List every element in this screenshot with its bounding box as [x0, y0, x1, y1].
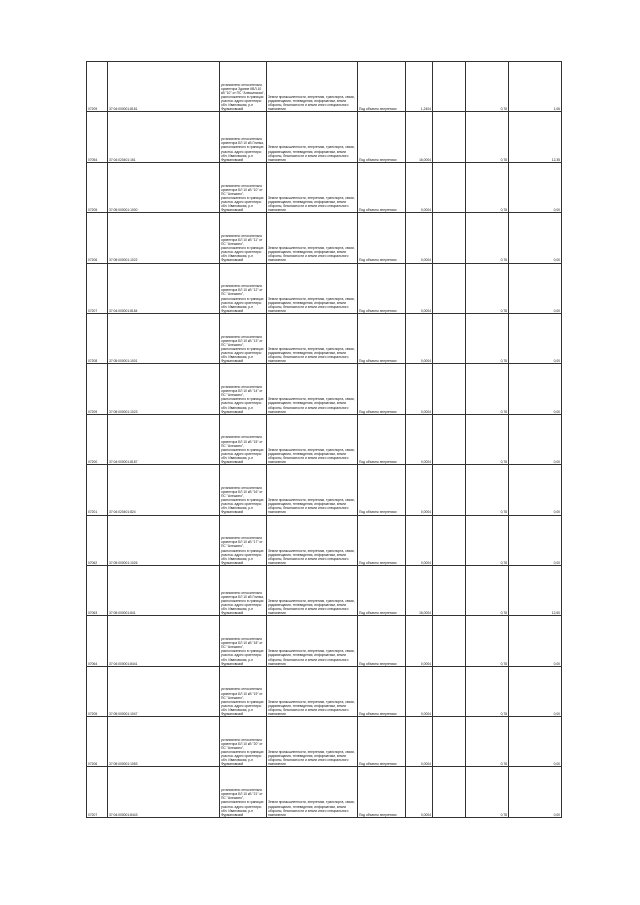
total-value: 0,00 [509, 465, 562, 515]
rate-value: 0,78 [466, 666, 509, 716]
table-body [87, 62, 562, 818]
land-plots-table [86, 61, 562, 818]
cadastral-number: 37:04:000001:8441 [108, 616, 220, 666]
total-value: 0,00 [509, 414, 562, 464]
land-category: Земли промышленности, энергетики, транспорта, связи, радиовещания, телевидения, информатики, земли обороны, безопасности и земли иного специального назначения [267, 515, 358, 565]
table-row [87, 767, 562, 817]
location-description: установлено относительно ориентира БЛ 10 кВ "13" от ПС "Алешино", расположенного в границах участка. адрес ориентира: обл. Ивановская, р-н Фурмановский [220, 313, 267, 363]
permitted-use: Под объекты энергетики [358, 616, 406, 666]
area-value: 0,0004 [406, 213, 433, 263]
empty-cell [433, 666, 466, 716]
rate-value: 0,78 [466, 263, 509, 313]
location-description: установлено относительно ориентира БЛ 10 кВ "18" от ПС "Алешино", расположенного в границах участка. адрес ориентира: обл. Ивановская, р-н Фурмановский [220, 616, 267, 666]
row-number: 07206 [87, 213, 108, 263]
row-number: 07208 [87, 313, 108, 363]
empty-cell [433, 213, 466, 263]
location-description: установлено относительно ориентира БЛ 10 кВ "10" от ПС "Алешино", расположенного в границах участка. адрес ориентира: обл. Ивановская, р-н Фурмановский [220, 162, 267, 212]
row-number: 07054 [87, 112, 108, 162]
area-value: 0,0004 [406, 767, 433, 817]
permitted-use: Под объекты энергетики [358, 465, 406, 515]
area-value: 1,2404 [406, 62, 433, 112]
area-value: 0,0004 [406, 515, 433, 565]
location-description: установлено относительно ориентира БЛ 10 кВ Глинка, расположенного в границах участка. адрес ориентира: обл. Ивановская, р-н Фурмановский [220, 112, 267, 162]
land-category: Земли промышленности, энергетики, транспорта, связи, радиовещания, телевидения, информатики, земли обороны, безопасности и земли иного специального назначения [267, 162, 358, 212]
cadastral-number: 37:04:000001:8181 [108, 62, 220, 112]
land-category: Земли промышленности, энергетики, транспорта, связи, радиовещания, телевидения, информатики, земли обороны, безопасности и земли иного специального назначения [267, 364, 358, 414]
area-value: 0,0004 [406, 364, 433, 414]
row-number: 07209 [87, 364, 108, 414]
permitted-use: Под объекты энергетики [358, 414, 406, 464]
rate-value: 0,78 [466, 515, 509, 565]
location-description: установлено относительно ориентира БЛ 10 кВ "14" от ПС "Алешино", расположенного в границах участка. адрес ориентира: обл. Ивановская, р-н Фурмановский [220, 364, 267, 414]
cadastral-number: 37:04:020401:824 [108, 465, 220, 515]
empty-cell [433, 313, 466, 363]
empty-cell [433, 717, 466, 767]
land-category: Земли промышленности, энергетики, транспорта, связи, радиовещания, телевидения, информатики, земли обороны, безопасности и земли иного специального назначения [267, 616, 358, 666]
row-number: 07207 [87, 767, 108, 817]
rate-value: 0,78 [466, 717, 509, 767]
cadastral-number: 37:05:000001:1023 [108, 364, 220, 414]
permitted-use: Под объекты энергетики [358, 213, 406, 263]
land-category: Земли промышленности, энергетики, транспорта, связи, радиовещания, телевидения, информатики, земли обороны, безопасности и земли иного специального назначения [267, 666, 358, 716]
total-value: 0,00 [509, 767, 562, 817]
row-number: 07062 [87, 515, 108, 565]
cadastral-number: 37:05:000001:1001 [108, 313, 220, 363]
table-row [87, 263, 562, 313]
total-value: 12,35 [509, 112, 562, 162]
cadastral-number: 37:05:000001:1000 [108, 162, 220, 212]
total-value: 0,00 [509, 616, 562, 666]
land-category: Земли промышленности, энергетики, транспорта, связи, радиовещания, телевидения, информатики, земли обороны, безопасности и земли иного специального назначения [267, 414, 358, 464]
area-value: 0,0004 [406, 616, 433, 666]
rate-value: 0,78 [466, 364, 509, 414]
row-number: 07207 [87, 263, 108, 313]
land-category: Земли промышленности, энергетики, транспорта, связи, радиовещания, телевидения, информатики, земли обороны, безопасности и земли иного специального назначения [267, 313, 358, 363]
rate-value: 0,78 [466, 767, 509, 817]
location-description: установлено относительно ориентира БЛ 10 кВ "21" от ПС "Алешино", расположенного в границах участка. адрес ориентира: обл. Ивановская, р-н Фурмановский [220, 767, 267, 817]
permitted-use: Под объекты энергетики [358, 62, 406, 112]
row-number: 07209 [87, 62, 108, 112]
area-value: 0,0004 [406, 414, 433, 464]
total-value: 0,00 [509, 313, 562, 363]
area-value: 0,0004 [406, 162, 433, 212]
rate-value: 0,78 [466, 414, 509, 464]
rate-value: 0,78 [466, 465, 509, 515]
rate-value: 0,78 [466, 565, 509, 615]
rate-value: 0,78 [466, 112, 509, 162]
cadastral-number: 37:05:000001:1047 [108, 666, 220, 716]
total-value: 12,60 [509, 565, 562, 615]
total-value: 1,06 [509, 62, 562, 112]
total-value: 0,00 [509, 364, 562, 414]
row-number: 07205 [87, 666, 108, 716]
area-value: 16,0004 [406, 112, 433, 162]
row-number: 07201 [87, 465, 108, 515]
location-description: установлено относительно ориентира БЛ 10 кВ "15" от ПС "Алешино", расположенного в границах участка. адрес ориентира: обл. Ивановская, р-н Фурмановский [220, 414, 267, 464]
total-value: 0,00 [509, 666, 562, 716]
permitted-use: Под объекты энергетики [358, 364, 406, 414]
land-category: Земли промышленности, энергетики, транспорта, связи, радиовещания, телевидения, информатики, земли обороны, безопасности и земли иного специального назначения [267, 112, 358, 162]
row-number: 07206 [87, 717, 108, 767]
table-row [87, 717, 562, 767]
row-number: 07063 [87, 565, 108, 615]
cadastral-number: 37:05:000001:1022 [108, 213, 220, 263]
rate-value: 0,78 [466, 313, 509, 363]
row-number: 07200 [87, 414, 108, 464]
total-value: 0,00 [509, 515, 562, 565]
cadastral-number: 37:05:000001:1053 [108, 717, 220, 767]
table-row [87, 666, 562, 716]
permitted-use: Под объекты энергетики [358, 112, 406, 162]
rate-value: 0,78 [466, 616, 509, 666]
empty-cell [433, 616, 466, 666]
rate-value: 0,78 [466, 213, 509, 263]
table-row [87, 364, 562, 414]
permitted-use: Под объекты энергетики [358, 666, 406, 716]
permitted-use: Под объекты энергетики [358, 515, 406, 565]
empty-cell [433, 62, 466, 112]
cadastral-number: 37:04:020401:161 [108, 112, 220, 162]
location-description: установлено относительно ориентира БЛ 10 кВ "20" от ПС "Алешино", расположенного в границах участка. адрес ориентира: обл. Ивановская, р-н Фурмановский [220, 717, 267, 767]
land-category: Земли промышленности, энергетики, транспорта, связи, радиовещания, телевидения, информатики, земли обороны, безопасности и земли иного специального назначения [267, 465, 358, 515]
table-row [87, 112, 562, 162]
cadastral-number: 37:05:000001:1026 [108, 515, 220, 565]
permitted-use: Под объекты энергетики [358, 565, 406, 615]
total-value: 0,00 [509, 213, 562, 263]
permitted-use: Под объекты энергетики [358, 162, 406, 212]
location-description: установлено относительно ориентира БЛ 10 кВ Глинка, расположенного в границах участка. адрес ориентира: обл. Ивановская, р-н Фурмановский [220, 565, 267, 615]
empty-cell [433, 364, 466, 414]
permitted-use: Под объекты энергетики [358, 263, 406, 313]
land-category: Земли промышленности, энергетики, транспорта, связи, радиовещания, телевидения, информатики, земли обороны, безопасности и земли иного специального назначения [267, 767, 358, 817]
table-row [87, 515, 562, 565]
empty-cell [433, 414, 466, 464]
row-number: 07205 [87, 162, 108, 212]
area-value: 0,0004 [406, 666, 433, 716]
permitted-use: Под объекты энергетики [358, 767, 406, 817]
area-value: 16,0004 [406, 565, 433, 615]
location-description: установлено относительно ориентира БЛ 10 кВ "17" от ПС "Алешино", расположенного в границах участка. адрес ориентира: обл. Ивановская, р-н Фурмановский [220, 515, 267, 565]
table-row [87, 62, 562, 112]
land-category: Земли промышленности, энергетики, транспорта, связи, радиовещания, телевидения, информатики, земли обороны, безопасности и земли иного специального назначения [267, 213, 358, 263]
location-description: установлено относительно ориентира БЛ 10 кВ "12" от ПС "Алешино", расположенного в границах участка. адрес ориентира: обл. Ивановская, р-н Фурмановский [220, 263, 267, 313]
rate-value: 0,78 [466, 162, 509, 212]
empty-cell [433, 767, 466, 817]
land-category: Земли промышленности, энергетики, транспорта, связи, радиовещания, телевидения, информатики, земли обороны, безопасности и земли иного специального назначения [267, 565, 358, 615]
permitted-use: Под объекты энергетики [358, 717, 406, 767]
location-description: установлено относительно ориентира БЛ 10 кВ "11" от ПС "Алешино", расположенного в границах участка. адрес ориентира: обл. Ивановская, р-н Фурмановский [220, 213, 267, 263]
cadastral-number: 37:04:000001:8184 [108, 263, 220, 313]
table-row [87, 565, 562, 615]
location-description: установлено относительно ориентира БЛ 10 кВ "19" от ПС "Алешино", расположенного в границах участка. адрес ориентира: обл. Ивановская, р-н Фурмановский [220, 666, 267, 716]
table-row [87, 616, 562, 666]
land-category: Земли промышленности, энергетики, транспорта, связи, радиовещания, телевидения, информатики, земли обороны, безопасности и земли иного специального назначения [267, 62, 358, 112]
empty-cell [433, 162, 466, 212]
location-description: установлено относительно ориентира Здание КВЛ-10 кВ "10" от ПС "Алешинская", расположенного в границах участка. адрес ориентира: обл. Ивановская, р-н Фурмановский [220, 62, 267, 112]
row-number: 07064 [87, 616, 108, 666]
empty-cell [433, 565, 466, 615]
empty-cell [433, 465, 466, 515]
rate-value: 0,78 [466, 62, 509, 112]
empty-cell [433, 263, 466, 313]
empty-cell [433, 515, 466, 565]
table-row [87, 414, 562, 464]
total-value: 0,00 [509, 263, 562, 313]
area-value: 0,0004 [406, 717, 433, 767]
permitted-use: Под объекты энергетики [358, 313, 406, 363]
table-row [87, 313, 562, 363]
total-value: 0,00 [509, 162, 562, 212]
cadastral-number: 37:04:000001:8443 [108, 767, 220, 817]
table-row [87, 162, 562, 212]
empty-cell [433, 112, 466, 162]
total-value: 0,00 [509, 717, 562, 767]
cadastral-number: 37:05:000001:841 [108, 565, 220, 615]
land-category: Земли промышленности, энергетики, транспорта, связи, радиовещания, телевидения, информатики, земли обороны, безопасности и земли иного специального назначения [267, 263, 358, 313]
table-row [87, 465, 562, 515]
location-description: установлено относительно ориентира БЛ 10 кВ "16" от ПС "Алешино", расположенного в границах участка. адрес ориентира: обл. Ивановская, р-н Фурмановский [220, 465, 267, 515]
area-value: 0,0004 [406, 313, 433, 363]
cadastral-number: 37:04:000001:8187 [108, 414, 220, 464]
table-row [87, 213, 562, 263]
land-category: Земли промышленности, энергетики, транспорта, связи, радиовещания, телевидения, информатики, земли обороны, безопасности и земли иного специального назначения [267, 717, 358, 767]
area-value: 0,0004 [406, 263, 433, 313]
area-value: 0,0004 [406, 465, 433, 515]
